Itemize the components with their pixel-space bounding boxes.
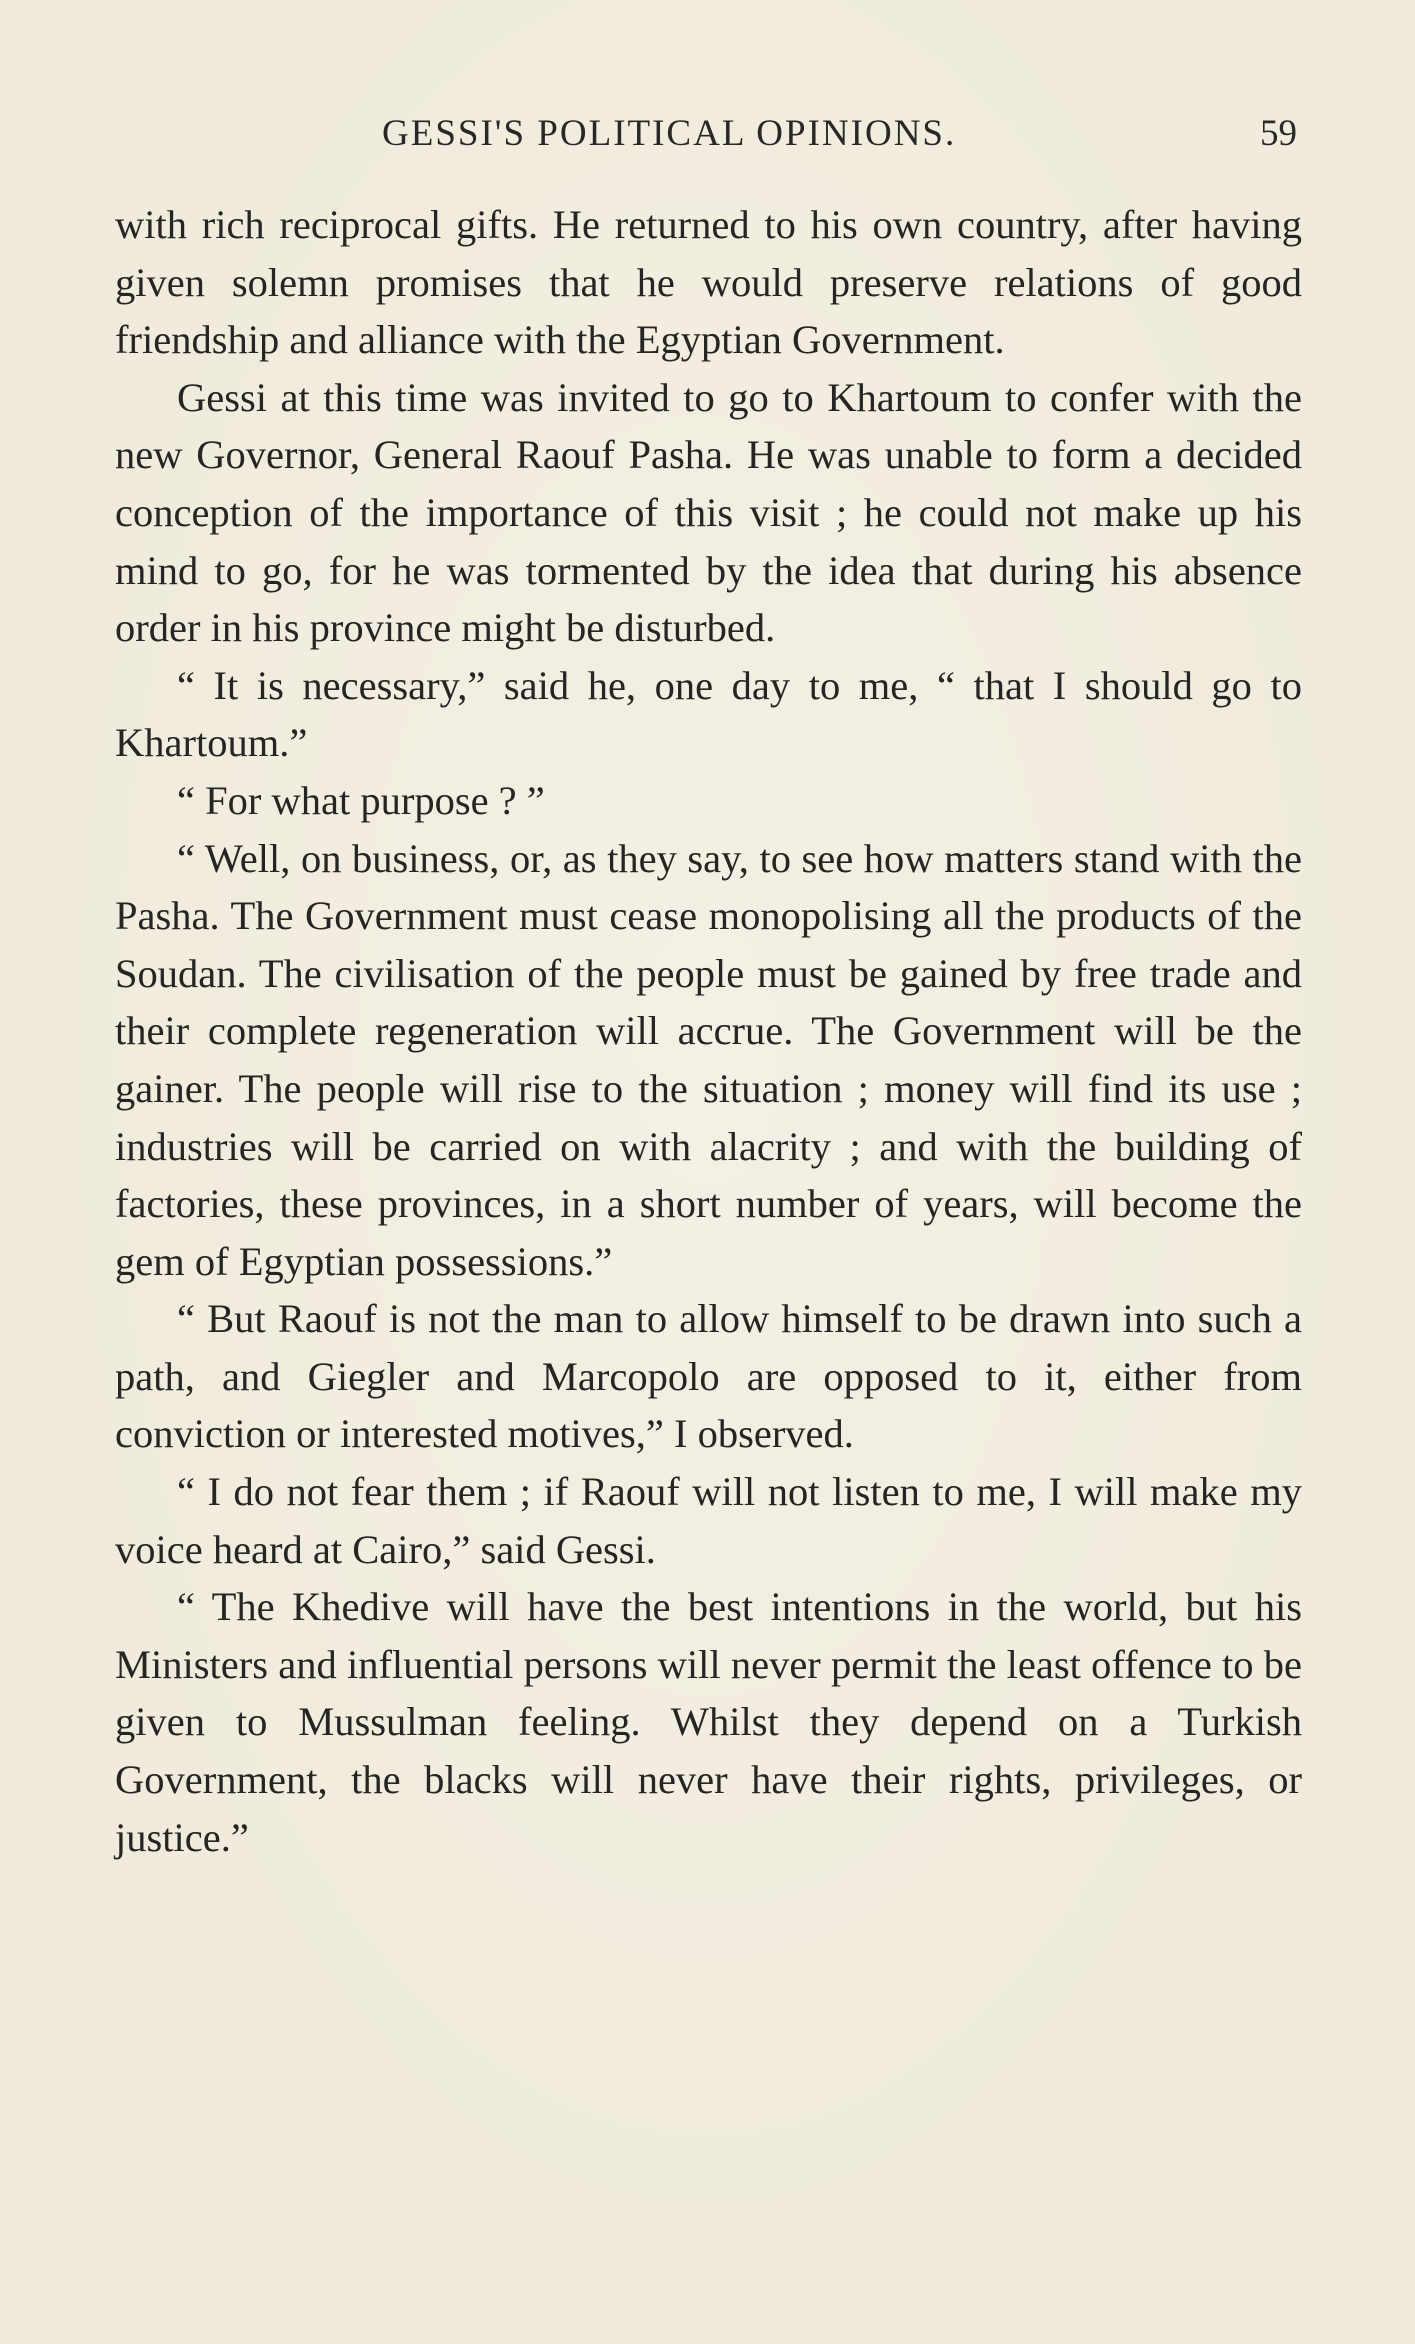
paragraph-8: “ The Khedive will have the best intentions in the world, but his Ministers and influential persons will never permit the least offence to be given to Mussulman feeling. Whilst they depend on a Turkish Government, the blacks will never have their rights, privileges, or justice.”	[115, 1584, 1302, 1860]
paragraph-1: with rich reciprocal gifts. He returned to his own country, after having given solemn promises that he would preserve relations of good friendship and alliance with the Egyptian Government.	[115, 202, 1302, 363]
paragraph-3: “ It is necessary,” said he, one day to me, “ that I should go to Khartoum.”	[115, 662, 1302, 766]
page-number: 59	[1260, 113, 1297, 154]
body-text	[115, 196, 1302, 1866]
paragraph-2: Gessi at this time was invited to go to Khartoum to confer with the new Governor, General Raouf Pasha. He was unable to form a decided conception of the importance of this visit ; he could not make up his mind to go, for he was tormented by the idea that during his absence order in his province might be disturbed.	[115, 374, 1302, 651]
paragraph-5: “ Well, on business, or, as they say, to see how matters stand with the Pasha. The Government must cease monopolising all the products of the Soudan. The civilisation of the people must be gained by free trade and their complete regeneration will accrue. The Government will be the gainer. The people will rise to the situation ; money will find its use ; industries will be carried on with alacrity ; and with the building of factories, these provinces, in a short number of years, will become the gem of Egyptian possessions.”	[115, 835, 1302, 1284]
running-head	[0, 112, 1415, 172]
paragraph-7: “ I do not fear them ; if Raouf will not listen to me, I will make my voice heard at Cairo,” said Gessi.	[115, 1469, 1302, 1572]
paragraph-6: “ But Raouf is not the man to allow himself to be drawn into such a path, and Giegler and Marcopolo are opposed to it, either from conviction or interested motives,” I observed.	[115, 1296, 1302, 1457]
paragraph-4: “ For what purpose ? ”	[177, 777, 545, 823]
running-title: GESSI'S POLITICAL OPINIONS.	[382, 113, 957, 154]
